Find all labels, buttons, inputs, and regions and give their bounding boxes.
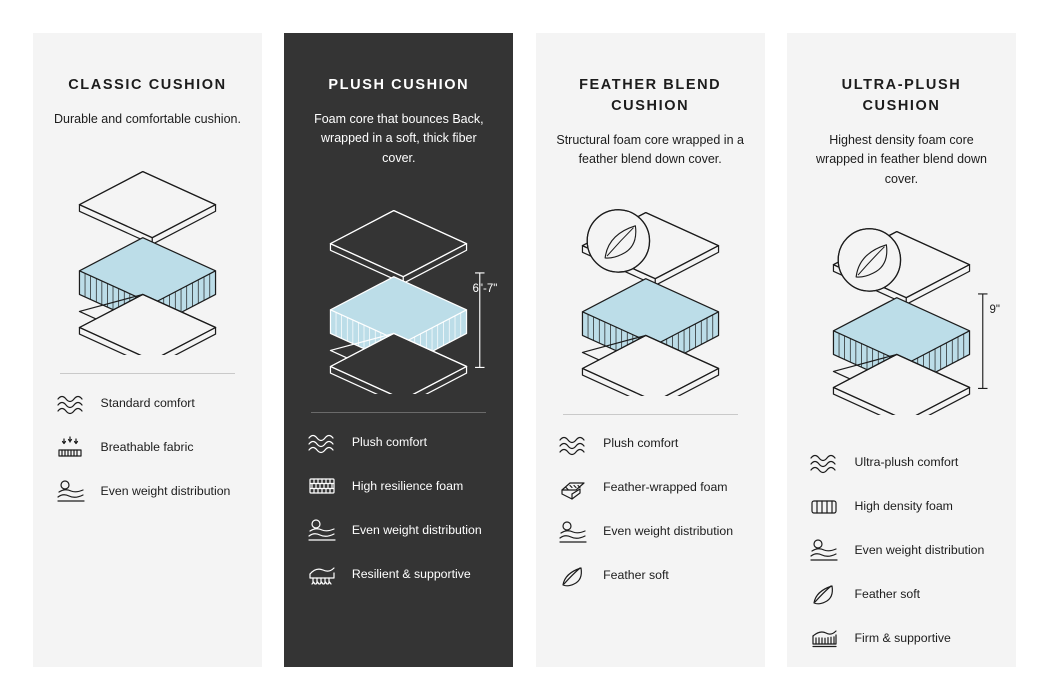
- even-weight-icon: [807, 535, 841, 565]
- feather-wrapped-foam-icon: [556, 473, 590, 503]
- feature-item: [556, 429, 744, 459]
- divider: [563, 414, 738, 415]
- feature-item: [305, 559, 493, 589]
- feature-list: [807, 447, 995, 653]
- cushion-card: [284, 33, 513, 667]
- feature-label: Plush comfort: [603, 436, 679, 451]
- feature-label: Breathable fabric: [100, 440, 194, 455]
- feature-label: Resilient & supportive: [351, 566, 471, 581]
- feature-item: [54, 388, 242, 418]
- cushion-layers-illustration: [807, 205, 1000, 415]
- feature-item: [54, 432, 242, 462]
- feature-item: [556, 473, 744, 503]
- feature-item: [807, 491, 995, 521]
- card-title: ULTRA-PLUSH CUSHION: [841, 77, 962, 115]
- feature-label: Even weight distribution: [100, 484, 231, 499]
- feature-item: [807, 623, 995, 653]
- leaf-icon: [807, 579, 841, 609]
- resilient-support-icon: [305, 559, 339, 589]
- feature-label: Firm & supportive: [854, 630, 951, 645]
- feature-label: Feather soft: [603, 568, 669, 583]
- feature-item: [807, 579, 995, 609]
- feature-item: [305, 427, 493, 457]
- feature-item: [556, 517, 744, 547]
- card-description: Highest density foam core wrapped in feather blend down cover.: [816, 133, 987, 186]
- card-description: Structural foam core wrapped in a feather blend down cover.: [556, 133, 744, 167]
- feature-label: Ultra-plush comfort: [854, 454, 959, 469]
- measurement-label: 6"-7": [472, 283, 498, 296]
- wave-lines-icon: [54, 388, 88, 418]
- feature-label: High resilience foam: [351, 478, 464, 493]
- leaf-icon: [556, 561, 590, 591]
- feature-label: Even weight distribution: [603, 524, 734, 539]
- feature-label: Plush comfort: [351, 434, 428, 449]
- feature-list: [305, 427, 493, 589]
- even-weight-icon: [54, 476, 88, 506]
- feature-list: [556, 429, 744, 591]
- feature-item: [305, 471, 493, 501]
- feature-item: [305, 515, 493, 545]
- cushion-layers-illustration: [304, 184, 498, 394]
- feature-label: Feather soft: [854, 586, 921, 601]
- feature-label: Even weight distribution: [854, 542, 985, 557]
- feature-label: Even weight distribution: [351, 522, 482, 537]
- firm-support-icon: [807, 623, 841, 653]
- wave-lines-icon: [305, 427, 339, 457]
- honeycomb-foam-icon: [305, 471, 339, 501]
- feature-item: [556, 561, 744, 591]
- wave-lines-icon: [807, 447, 841, 477]
- high-density-foam-icon: [807, 491, 841, 521]
- feature-label: Feather-wrapped foam: [603, 480, 728, 495]
- divider: [311, 412, 486, 413]
- cushion-layers-illustration: [53, 145, 242, 355]
- cushion-layers-illustration: [556, 186, 745, 396]
- card-description: Durable and comfortable cushion.: [54, 112, 241, 127]
- even-weight-icon: [305, 515, 339, 545]
- feature-item: [807, 447, 995, 477]
- wave-lines-icon: [556, 429, 590, 459]
- feature-item: [807, 535, 995, 565]
- divider: [60, 373, 235, 374]
- card-title: FEATHER BLEND CUSHION: [579, 77, 722, 115]
- measurement-label: 9": [989, 304, 1000, 317]
- feature-item: [54, 476, 242, 506]
- card-title: CLASSIC CUSHION: [68, 77, 227, 93]
- cushion-card: [33, 33, 262, 667]
- cushion-card: [536, 33, 765, 667]
- breathable-fabric-icon: [54, 432, 88, 462]
- feature-label: Standard comfort: [100, 396, 195, 411]
- feature-list: [54, 388, 242, 506]
- even-weight-icon: [556, 517, 590, 547]
- card-description: Foam core that bounces Back, wrapped in a soft, thick fiber cover.: [314, 112, 484, 165]
- cushion-card: [787, 33, 1016, 667]
- card-title: PLUSH CUSHION: [328, 77, 470, 93]
- feature-label: High density foam: [854, 498, 953, 513]
